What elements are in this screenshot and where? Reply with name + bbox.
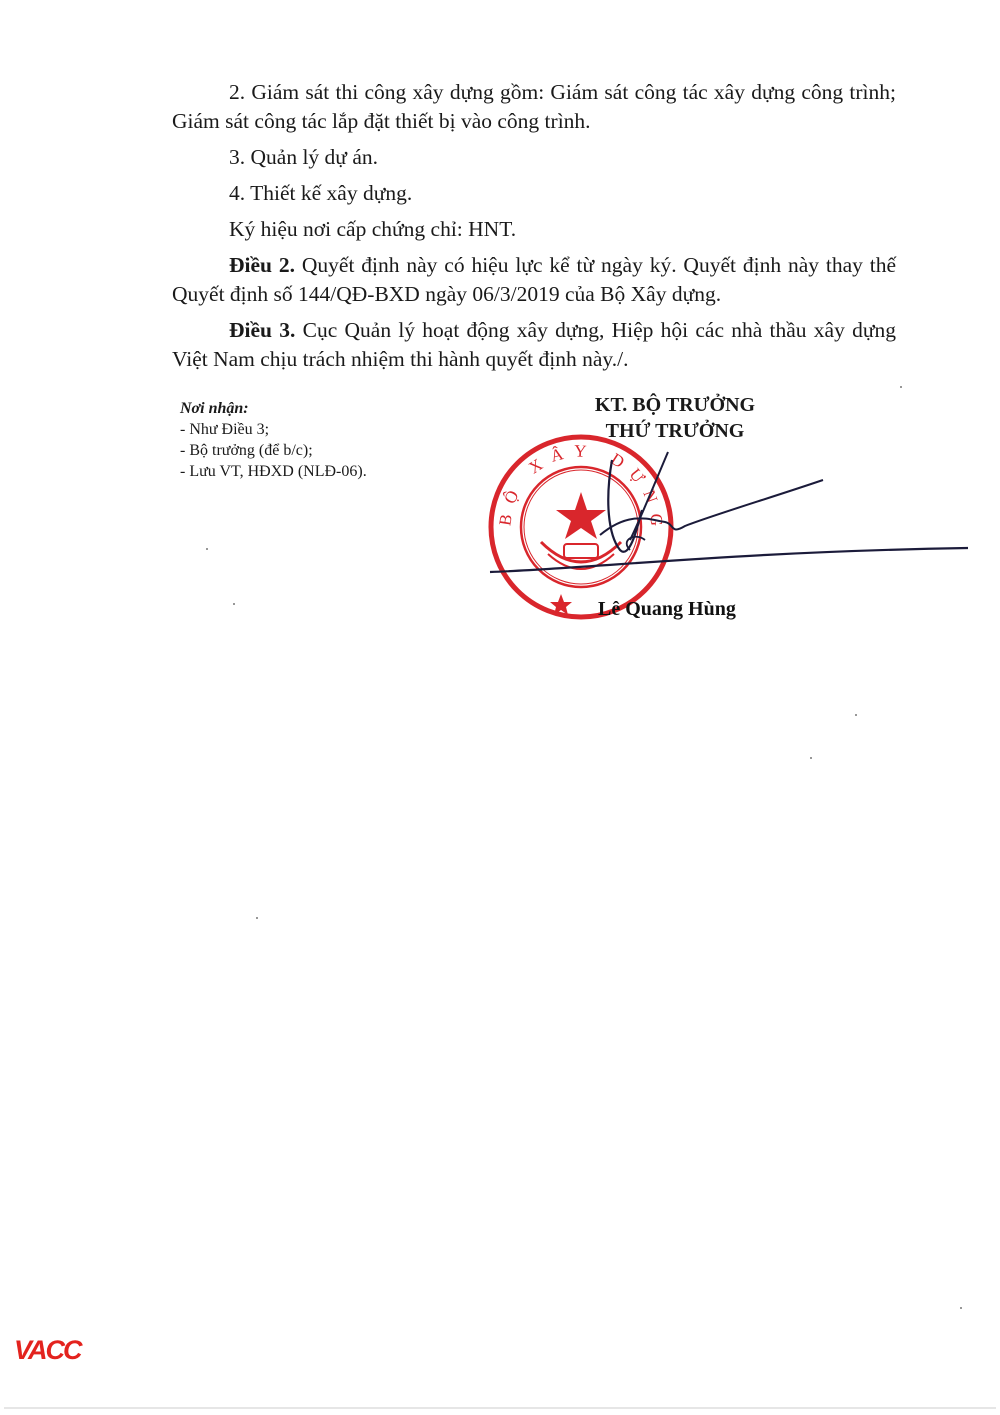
article-2-paragraph <box>172 251 896 309</box>
scan-speck <box>256 917 258 919</box>
scan-speck <box>810 757 812 759</box>
recipient-item: - Bộ trưởng (để b/c); <box>180 442 313 459</box>
seal-text: BỘ XÂY DỰNG <box>495 441 667 537</box>
signer-name: Lê Quang Hùng <box>598 598 736 620</box>
certificate-symbol-line: Ký hiệu nơi cấp chứng chỉ: HNT. <box>229 217 517 241</box>
scan-speck <box>233 603 235 605</box>
recipients-title: Nơi nhận: <box>180 400 249 417</box>
article-2-label: Điều 2. <box>229 253 295 277</box>
article-3-text: Cục Quản lý hoạt động xây dựng, Hiệp hội các nhà thầu xây dựng Việt Nam chịu trách nhiệm thi hành quyết định này./. <box>172 318 896 371</box>
scan-speck <box>206 548 208 550</box>
scan-speck <box>900 386 902 388</box>
scan-speck <box>855 714 857 716</box>
signature-title-line-1: KT. BỘ TRƯỞNG <box>594 394 756 416</box>
recipients-block <box>180 398 367 482</box>
item-2-paragraph: 2. Giám sát thi công xây dựng gồm: Giám sát công tác xây dựng công trình; Giám sát công tác lắp đặt thiết bị vào công trình. <box>172 80 896 133</box>
scan-speck <box>960 1307 962 1309</box>
item-3-paragraph: 3. Quản lý dự án. <box>229 145 378 169</box>
page-bottom-edge <box>4 1407 996 1409</box>
recipient-item: - Như Điều 3; <box>180 421 270 438</box>
article-3-label: Điều 3. <box>229 318 296 342</box>
item-4-paragraph: 4. Thiết kế xây dựng. <box>229 181 413 205</box>
vacc-logo: VACC <box>14 1335 81 1365</box>
article-3-paragraph <box>172 316 896 374</box>
signature-title-line-2: THỨ TRƯỞNG <box>605 420 745 442</box>
article-2-text: Quyết định này có hiệu lực kể từ ngày ký. Quyết định này thay thế Quyết định số 144/QĐ-BXD ngày 06/3/2019 của Bộ Xây dựng. <box>172 253 897 306</box>
recipient-item: - Lưu VT, HĐXD (NLĐ-06). <box>180 463 367 480</box>
document-body <box>172 78 896 381</box>
handwritten-signature <box>480 440 980 600</box>
